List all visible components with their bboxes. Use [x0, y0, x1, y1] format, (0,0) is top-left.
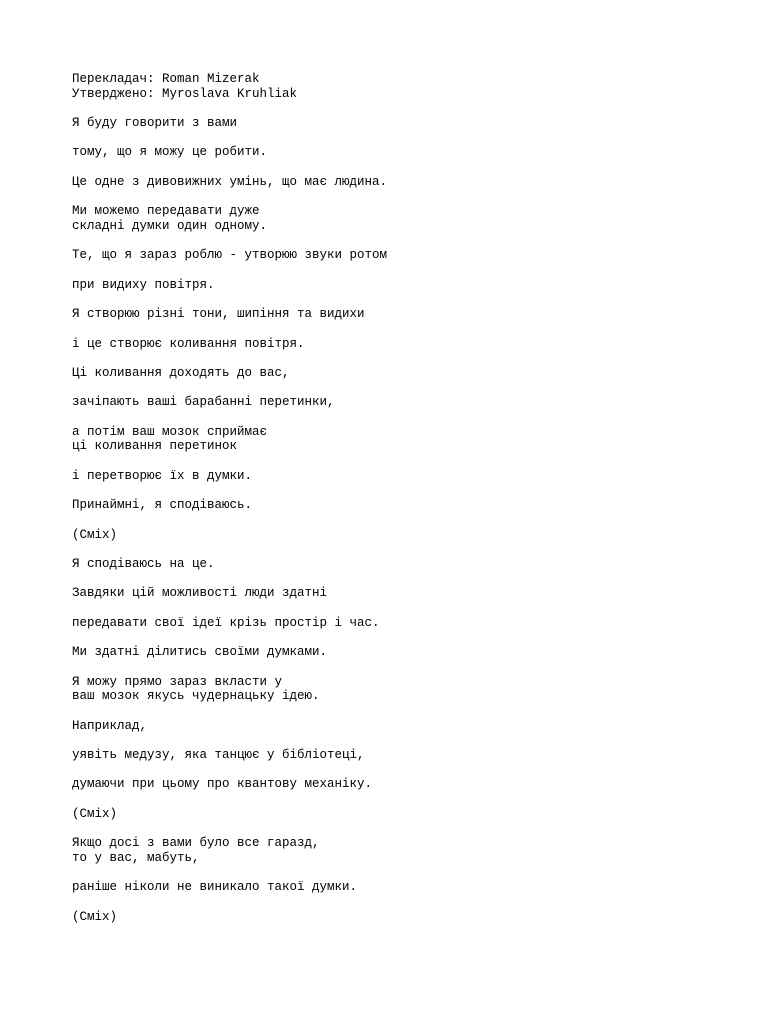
transcript-line: уявіть медузу, яка танцює у бібліотеці, [72, 748, 365, 763]
transcript-line: складні думки один одному. [72, 218, 268, 233]
transcript-line: Якщо досі з вами було все гаразд, [72, 836, 320, 851]
transcript-paragraph [72, 425, 712, 454]
transcript-line: (Сміх) [72, 909, 118, 924]
transcript-paragraph [72, 307, 712, 322]
transcript-line: Принаймні, я сподіваюсь. [72, 498, 253, 513]
transcript-line: Наприклад, [72, 718, 148, 733]
transcript-page [72, 72, 712, 939]
transcript-paragraph [72, 880, 712, 895]
transcript-line: Я сподіваюсь на це. [72, 556, 215, 571]
transcript-paragraph [72, 557, 712, 572]
transcript-paragraph [72, 836, 712, 865]
transcript-line: при видиху повітря. [72, 277, 215, 292]
transcript-paragraph [72, 616, 712, 631]
transcript-line: думаючи при цьому про квантову механіку. [72, 777, 373, 792]
transcript-paragraph [72, 145, 712, 160]
transcript-paragraph [72, 675, 712, 704]
transcript-line: Я створюю різні тони, шипіння та видихи [72, 307, 365, 322]
transcript-line: ці коливання перетинок [72, 439, 238, 454]
transcript-paragraph [72, 248, 712, 263]
transcript-line: ваш мозок якусь чудернацьку ідею. [72, 689, 320, 704]
laughter-note [72, 528, 712, 543]
transcript-line: (Сміх) [72, 806, 118, 821]
laughter-note [72, 910, 712, 925]
transcript-paragraph [72, 498, 712, 513]
transcript-line: і це створює коливання повітря. [72, 336, 305, 351]
transcript-line: Ці коливання доходять до вас, [72, 365, 290, 380]
transcript-paragraph [72, 204, 712, 233]
transcript-line: Ми можемо передавати дуже [72, 204, 260, 219]
transcript-paragraph [72, 366, 712, 381]
transcript-paragraph [72, 278, 712, 293]
transcript-paragraph [72, 777, 712, 792]
laughter-note [72, 807, 712, 822]
credits-paragraph [72, 72, 712, 101]
transcript-paragraph [72, 337, 712, 352]
transcript-paragraph [72, 175, 712, 190]
transcript-paragraph [72, 748, 712, 763]
transcript-line: (Сміх) [72, 527, 118, 542]
transcript-line: Завдяки цій можливості люди здатні [72, 586, 328, 601]
transcript-paragraph [72, 719, 712, 734]
transcript-line: Ми здатні ділитись своїми думками. [72, 645, 328, 660]
transcript-line: Я буду говорити з вами [72, 116, 238, 131]
reviewer-line: Утверджено: Myroslava Kruhliak [72, 86, 298, 101]
transcript-line: Це одне з дивовижних умінь, що має людина. [72, 174, 388, 189]
transcript-line: раніше ніколи не виникало такої думки. [72, 880, 358, 895]
transcript-line: передавати свої ідеї крізь простір і час. [72, 615, 380, 630]
transcript-line: то у вас, мабуть, [72, 850, 200, 865]
transcript-paragraph [72, 469, 712, 484]
transcript-paragraph [72, 395, 712, 410]
translator-line: Перекладач: Roman Mizerak [72, 72, 260, 86]
transcript-paragraph [72, 586, 712, 601]
transcript-line: Я можу прямо зараз вкласти у [72, 674, 283, 689]
transcript-line: Те, що я зараз роблю - утворюю звуки ротом [72, 248, 388, 263]
transcript-paragraph [72, 645, 712, 660]
transcript-line: і перетворює їх в думки. [72, 468, 253, 483]
transcript-line: а потім ваш мозок сприймає [72, 424, 268, 439]
transcript-paragraph [72, 116, 712, 131]
transcript-line: тому, що я можу це робити. [72, 145, 268, 160]
transcript-line: зачіпають ваші барабанні перетинки, [72, 395, 335, 410]
